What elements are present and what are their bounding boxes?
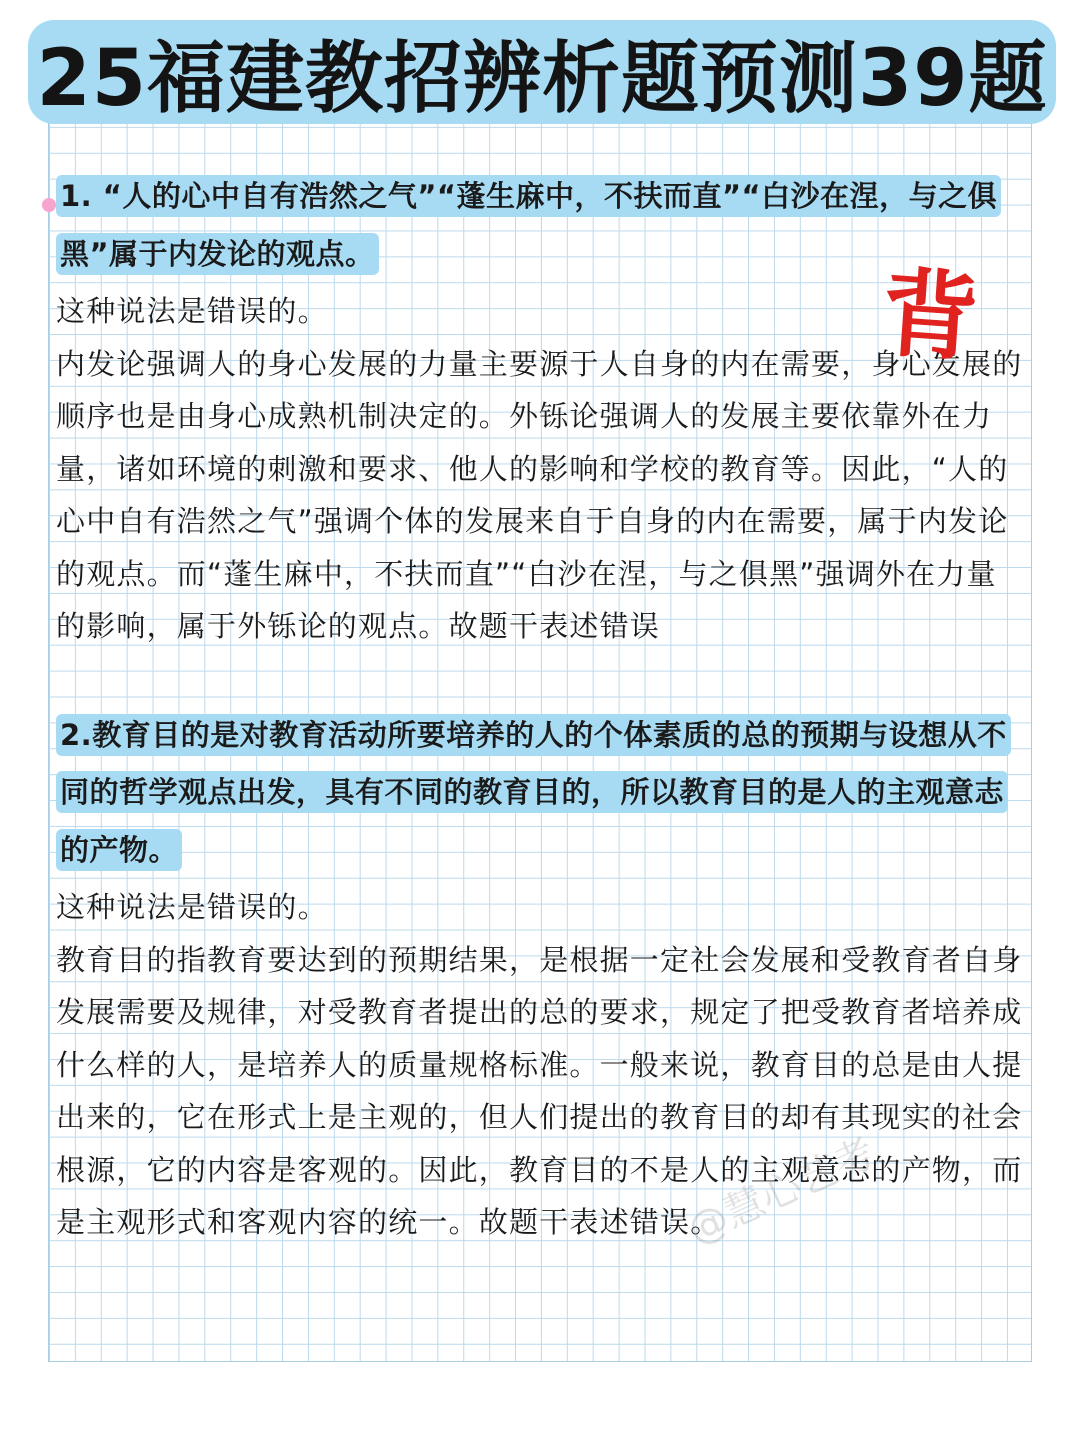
title-banner xyxy=(28,20,1056,124)
memorize-stamp: 背 xyxy=(878,255,982,376)
question-item-1 xyxy=(56,170,1026,285)
watermark-text: @慧心艺考 xyxy=(680,1130,883,1254)
answer-verdict: 这种说法是错误的。 xyxy=(56,294,328,328)
answer-verdict: 这种说法是错误的。 xyxy=(56,890,328,924)
question-text: 1. “人的心中自有浩然之气”“蓬生麻中，不扶而直”“白沙在涅，与之俱黑”属于内发论的观点。 xyxy=(56,175,1001,275)
page-title: 25福建教招辨析题预测39题 xyxy=(36,34,1048,124)
answer-explanation: 教育目的指教育要达到的预期结果，是根据一定社会发展和受教育者自身发展需要及规律，对受教育者提出的总的要求，规定了把受教育者培养成什么样的人，是培养人的质量规格标准。一般来说，教育目的总是由人提出来的，它在形式上是主观的，但人们提出的教育目的却有其现实的社会根源，它的内容是客观的。因此，教育目的不是人的主观意志的产物，而是主观形式和客观内容的统一。故题干表述错误。 xyxy=(56,942,1023,1239)
question-text: 2.教育目的是对教育活动所要培养的人的个体素质的总的预期与设想从不同的哲学观点出发，具有不同的教育目的，所以教育目的是人的主观意志的产物。 xyxy=(56,714,1011,871)
section-divider xyxy=(56,653,1026,709)
answer-explanation: 内发论强调人的身心发展的力量主要源于人自身的内在需要，身心发展的顺序也是由身心成熟机制决定的。外铄论强调人的发展主要依靠外在力量，诸如环境的刺激和要求、他人的影响和学校的教育等。因此，“人的心中自有浩然之气”强调个体的发展来自于自身的内在需要，属于内发论的观点。而“蓬生麻中，不扶而直”“白沙在涅，与之俱黑”强调外在力量的影响，属于外铄论的观点。故题干表述错误 xyxy=(56,346,1023,643)
pink-dot-marker xyxy=(42,198,56,212)
question-item-2 xyxy=(56,709,1026,882)
